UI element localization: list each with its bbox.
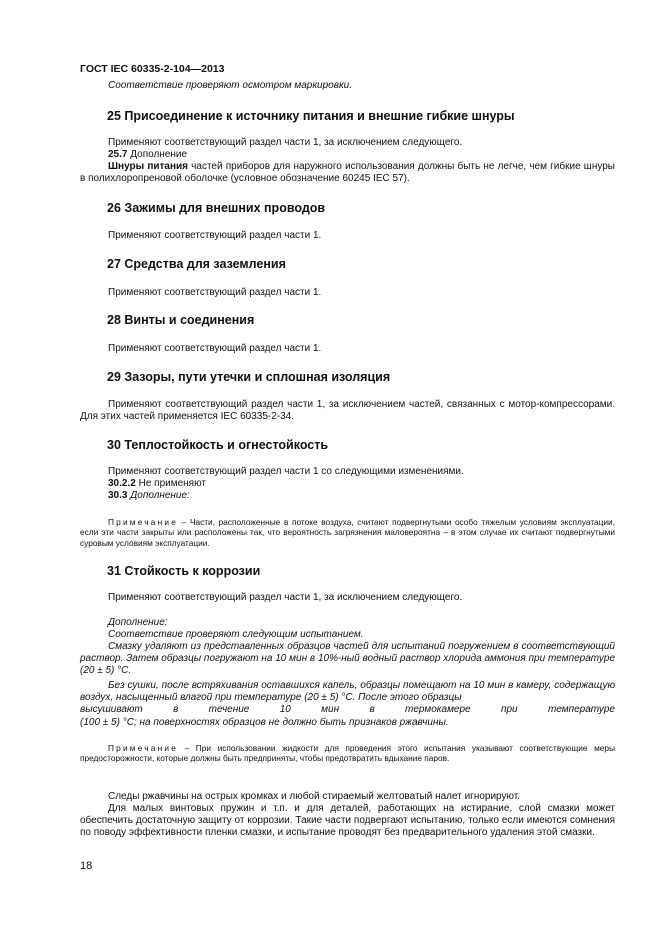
section-31-text: Применяют соответствующий раздел части 1, за исключением следующего.	[108, 592, 463, 603]
note-label: Примечание	[108, 517, 179, 527]
clause-number: 30.3	[108, 490, 128, 501]
section-27-title: 27 Средства для заземления	[107, 257, 286, 271]
test-step-2-line-2: высушивают в течение 10 мин в термокамере при температуре	[80, 704, 615, 716]
section-31-note	[80, 743, 615, 764]
section-28-text: Применяют соответствующий раздел части 1.	[108, 343, 322, 354]
note-text: – При использовании жидкости для проведения этого испытания указывают соответствующие меры предосторожности, которые должны быть предприняты, чтобы предотвратить вдыхание паров.	[80, 743, 615, 764]
clause-number: 25.7	[108, 149, 128, 160]
clause-text: Не применяют	[135, 478, 206, 489]
section-30-title: 30 Теплостойкость и огнестойкость	[107, 438, 329, 452]
clause-label: Дополнение	[127, 149, 188, 160]
section-27-text: Применяют соответствующий раздел части 1.	[108, 287, 322, 298]
test-step-2-line-3: (100 ± 5) °С; на поверхностях образцов не должно быть признаков ржавчины.	[80, 716, 449, 728]
clause-text: Дополнение:	[127, 490, 190, 501]
section-29-title: 29 Зазоры, пути утечки и сплошная изоляция	[107, 370, 391, 384]
section-31-springs-text: Для малых винтовых пружин и т.п. и для деталей, работающих на истирание, слой смазки может обеспечить достаточную защиту от коррозии. Такие части подвергают испытанию, только если имеются сомнения по поводу эффективности пленки смазки, и испытание проводят без предварительного удаления этой смазки.	[80, 803, 615, 839]
clause-25-7	[80, 149, 615, 161]
clause-30-3	[80, 490, 615, 502]
note-text: – Части, расположенные в потоке воздуха, считают подвергнутыми особо тяжелым условиям эксплуатации, если эти части закрыты или расположены так, что вероятность загрязнения маловероятна – в этом случае их считают подвергнутыми суровым условиям эксплуатации.	[80, 517, 615, 548]
clause-30-2-2	[80, 478, 615, 490]
section-31-test-step-2	[80, 680, 615, 729]
section-25-title: 25 Присоединение к источнику питания и внешние гибкие шнуры	[107, 109, 515, 123]
section-25-paragraph	[80, 161, 615, 185]
section-31-test-step-1: Смазку удаляют из представленных образцов частей для испытаний погружением в соответствующий раствор. Затем образцы погружают на 10 мин в 10%-ный водный раствор хлорида аммония при температуре (20 ± 5) °С.	[80, 641, 615, 677]
section-30-note	[80, 517, 615, 548]
bold-term: Шнуры питания	[108, 161, 189, 172]
intro-line: Соответствие проверяют осмотром маркировки.	[108, 80, 353, 91]
page-number: 18	[80, 860, 93, 872]
note-label: Примечание	[108, 743, 179, 753]
clause-number: 30.2.2	[108, 478, 136, 489]
section-31-addition-label: Дополнение:	[108, 617, 168, 628]
section-26-title: 26 Зажимы для внешних проводов	[107, 201, 326, 215]
section-31-rust-text: Следы ржавчины на острых кромках и любой стираемый желтоватый налет игнорируют.	[108, 791, 521, 802]
test-step-2-line-1: Без сушки, после встряхивания оставшихся капель, образцы помещают на 10 мин в камеру, содержащую воздух, насыщенный влагой при температуре (20 ± 5) °С. После этого образцы	[80, 680, 615, 704]
section-30-text: Применяют соответствующий раздел части 1 со следующими изменениями.	[108, 466, 464, 477]
document-header: ГОСТ IEC 60335-2-104—2013	[80, 63, 225, 75]
section-28-title: 28 Винты и соединения	[107, 313, 255, 327]
section-31-title: 31 Стойкость к коррозии	[107, 564, 261, 578]
paragraph-text: частей приборов для наружного использования должны быть не легче, чем гибкие шнуры в полихлоропреновой оболочке (условное обозначение 60245 IEC 57).	[80, 161, 615, 185]
section-25-text: Применяют соответствующий раздел части 1, за исключением следующего.	[108, 137, 463, 148]
section-26-text: Применяют соответствующий раздел части 1.	[108, 230, 322, 241]
section-31-check: Соответствие проверяют следующим испытанием.	[108, 629, 364, 640]
section-29-text: Применяют соответствующий раздел части 1, за исключением частей, связанных с мотор-компрессорами. Для этих частей применяется IEC 60335-2-34.	[80, 399, 615, 423]
